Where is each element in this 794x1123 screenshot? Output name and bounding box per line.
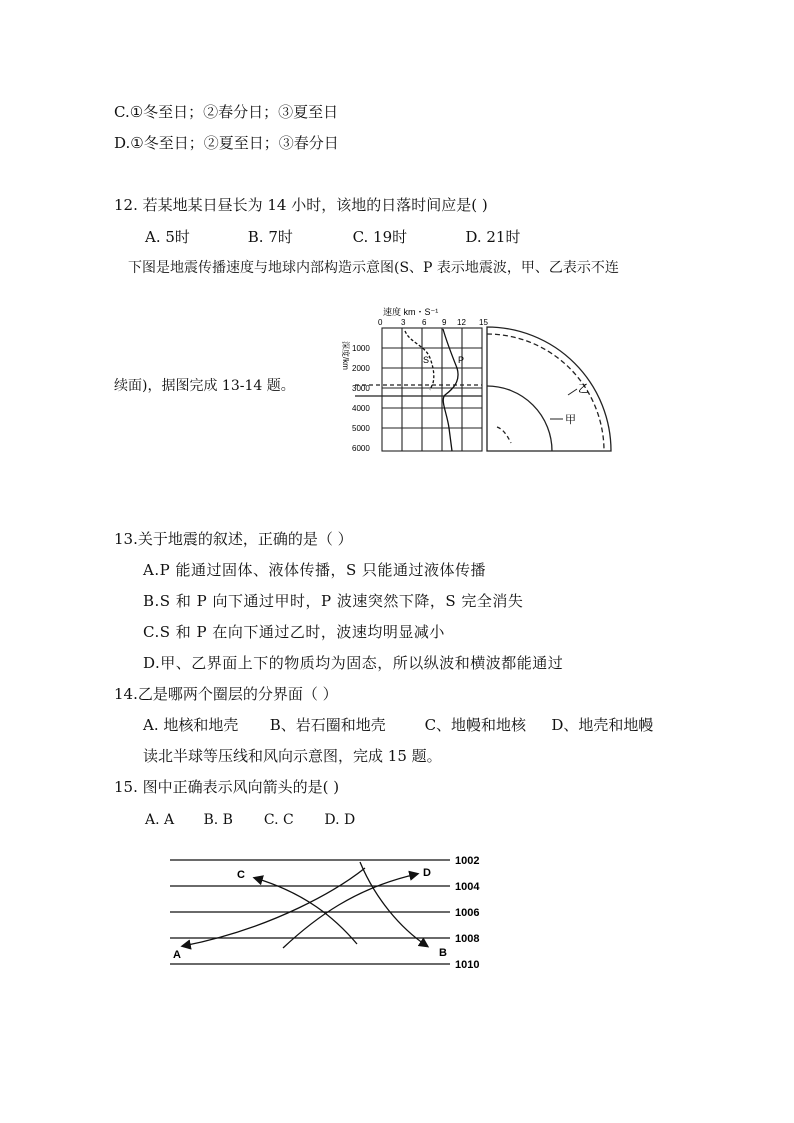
q12-options: [145, 227, 520, 247]
depth-ticks: [352, 344, 370, 453]
q12-stem: 12. 若某地某日昼长为 14 小时，该地的日落时间应是( ): [114, 196, 488, 214]
q13-stem: 13.关于地震的叙述，正确的是（ ）: [114, 530, 353, 548]
q15-stem: 15. 图中正确表示风向箭头的是( ): [114, 778, 340, 796]
speed-ticks: [378, 318, 488, 327]
intro-15: 读北半球等压线和风向示意图，完成 15 题。: [143, 747, 442, 765]
q14-option-d: D、地壳和地幔: [551, 716, 654, 734]
speed-tick: 3: [401, 318, 406, 327]
p-wave-label: P: [458, 355, 465, 365]
depth-tick: 4000: [352, 404, 370, 413]
arrow-c: [255, 878, 357, 944]
arrow-label-b: B: [439, 947, 447, 959]
q14-stem: 14.乙是哪两个圈层的分界面（ ）: [114, 685, 338, 703]
q11-option-d: D.①冬至日；②夏至日；③春分日: [114, 134, 339, 152]
arrow-label-a: A: [173, 949, 181, 961]
isobar-label: 1002: [455, 855, 480, 867]
intro-13-14-line1: 下图是地震传播速度与地球内部构造示意图(S、P 表示地震波，甲、乙表示不连: [128, 260, 619, 276]
label-yi: 乙: [578, 383, 589, 395]
q12-option-b: B. 7时: [247, 228, 293, 246]
arrow-label-c: C: [237, 869, 245, 881]
p-wave-curve: [443, 329, 458, 451]
s-wave-curve: [405, 331, 434, 390]
earth-section: [487, 327, 611, 451]
depth-tick: 3000: [352, 384, 370, 393]
isobar-label: 1006: [455, 907, 480, 919]
speed-axis-label: 速度 km・S⁻¹: [383, 307, 439, 317]
yi-pointer: [568, 389, 577, 395]
speed-tick: 6: [422, 318, 427, 327]
speed-tick: 12: [457, 318, 466, 327]
depth-tick: 6000: [352, 444, 370, 453]
isobar-label: 1004: [455, 881, 480, 893]
depth-tick: 5000: [352, 424, 370, 433]
q15-option-d: D. D: [324, 812, 356, 828]
isobar-label: 1008: [455, 933, 480, 945]
q12-option-c: C. 19时: [352, 228, 408, 246]
q13-option-a: A.P 能通过固体、液体传播，S 只能通过液体传播: [143, 561, 487, 579]
speed-tick: 0: [378, 318, 383, 327]
depth-tick: 2000: [352, 364, 370, 373]
q15-option-b: B. B: [203, 812, 233, 828]
q13-option-b: B.S 和 P 向下通过甲时，P 波速突然下降，S 完全消失: [143, 592, 524, 610]
q15-option-c: C. C: [263, 812, 294, 828]
q14-option-b: B、岩石圈和地壳: [269, 716, 386, 734]
speed-tick: 9: [442, 318, 447, 327]
isobar-wind-figure: [165, 848, 495, 973]
intro-13-14-line2: 续面)，据图完成 13-14 题。: [114, 378, 295, 394]
depth-axis-label: 深度/km: [341, 341, 350, 370]
speed-depth-grid: [382, 328, 482, 451]
s-wave-label: S: [423, 355, 430, 365]
q11-option-c: C.①冬至日；②春分日；③夏至日: [114, 103, 339, 121]
wind-arrows: [183, 862, 427, 948]
q12-option-d: D. 21时: [465, 228, 521, 246]
q15-options: [145, 810, 355, 830]
label-jia: 甲: [565, 414, 576, 426]
q13-option-d: D.甲、乙界面上下的物质均为固态，所以纵波和横波都能通过: [143, 654, 564, 672]
seismic-wave-figure: [325, 303, 615, 455]
depth-tick: 1000: [352, 344, 370, 353]
arrow-labels: [173, 867, 447, 961]
q13-option-c: C.S 和 P 在向下通过乙时，波速均明显减小: [143, 623, 445, 641]
q15-option-a: A. A: [145, 812, 175, 828]
q14-options: [143, 715, 653, 735]
q14-option-c: C、地幔和地核: [424, 716, 527, 734]
q12-option-a: A. 5时: [145, 228, 190, 246]
speed-tick: 15: [479, 318, 488, 327]
arrow-a: [183, 868, 365, 946]
isobar-label: 1010: [455, 959, 480, 971]
arrow-label-d: D: [423, 867, 431, 879]
q14-option-a: A. 地核和地壳: [143, 716, 239, 734]
isobar-labels: [455, 855, 480, 971]
